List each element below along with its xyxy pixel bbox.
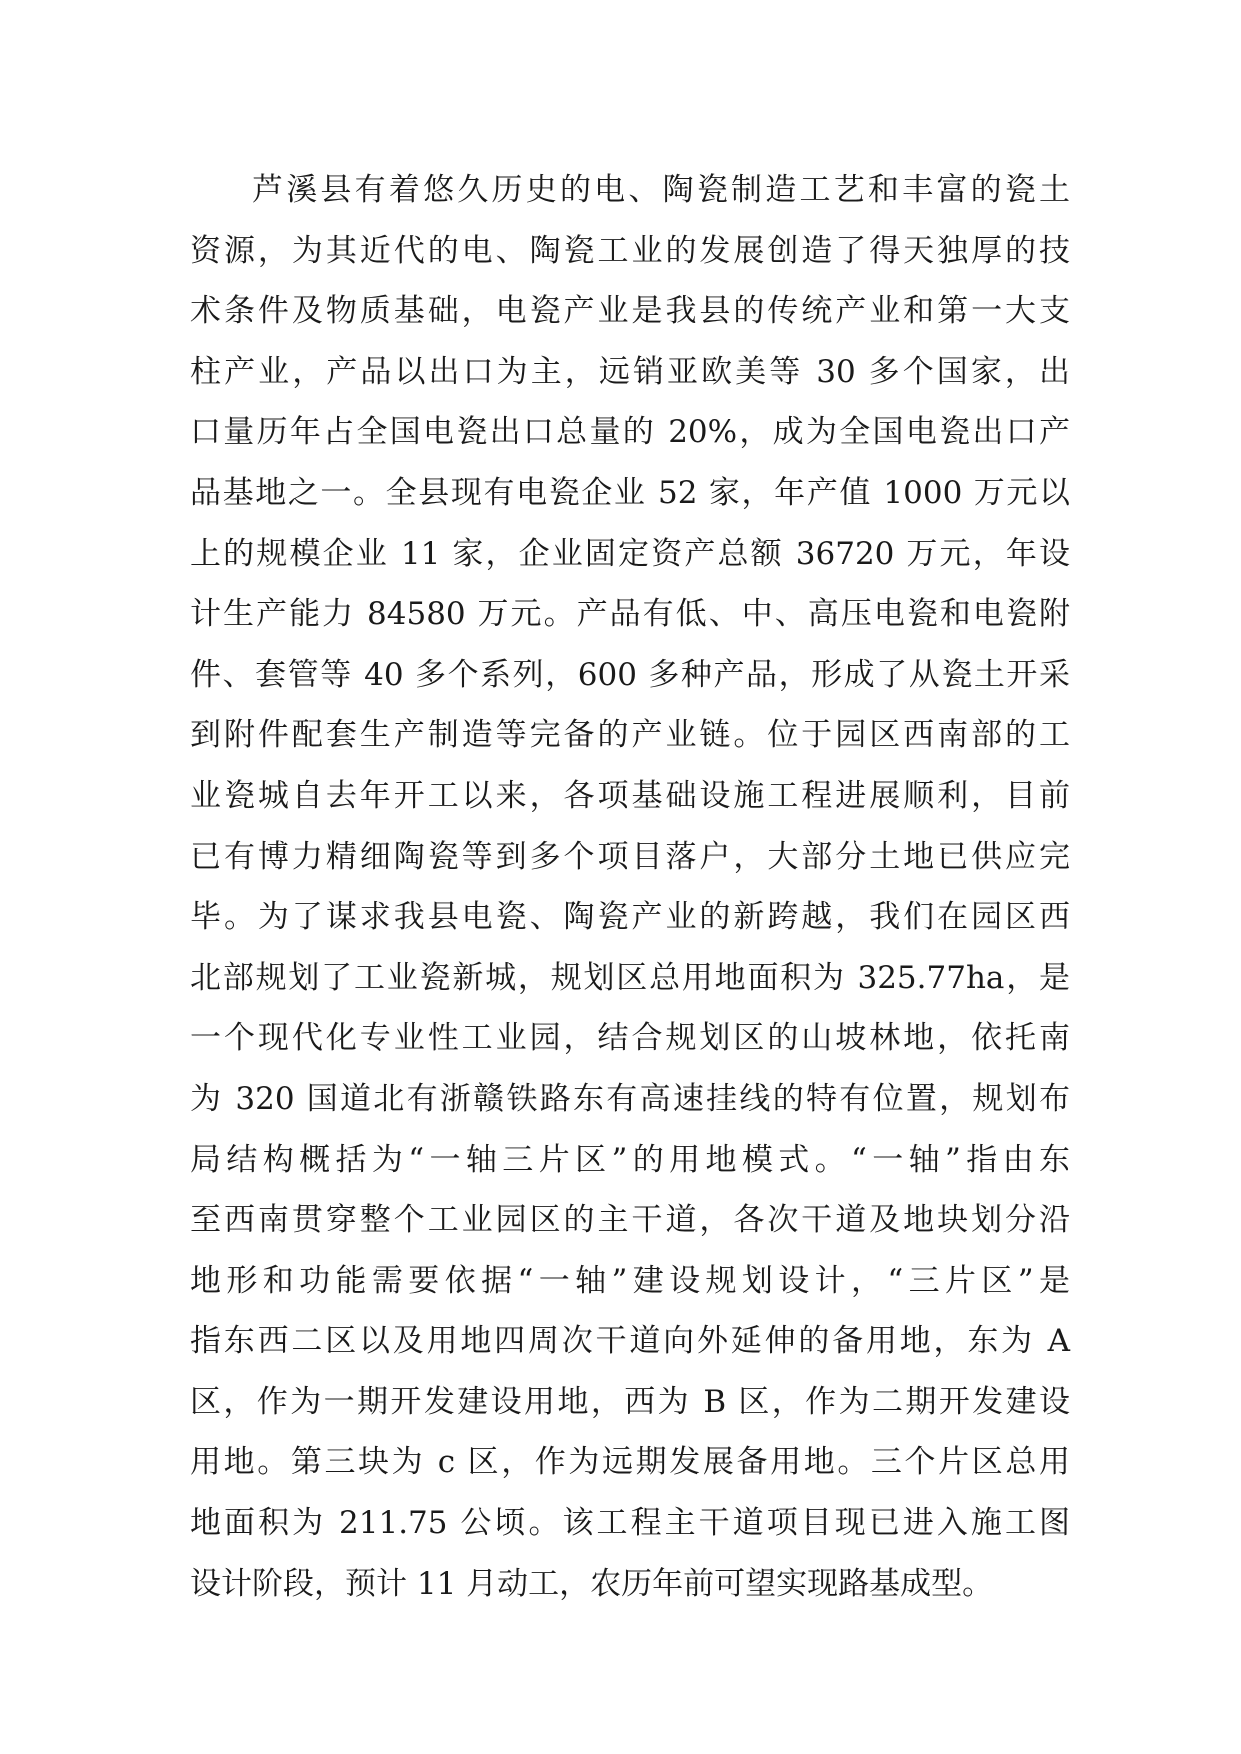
paragraph-line: 局结构概括为“一轴三片区”的用地模式。“一轴”指由东 [190, 1141, 1070, 1178]
paragraph-line: 设计阶段，预计 11 月动工，农历年前可望实现路基成型。 [190, 1565, 994, 1602]
paragraph-line: 术条件及物质基础，电瓷产业是我县的传统产业和第一大支 [190, 293, 1070, 330]
paragraph-line: 芦溪县有着悠久历史的电、陶瓷制造工艺和丰富的瓷土 [252, 172, 1070, 208]
paragraph-line: 至西南贯穿整个工业园区的主干道，各次干道及地块划分沿 [190, 1202, 1070, 1239]
paragraph-line: 品基地之一。全县现有电瓷企业 52 家，年产值 1000 万元以 [190, 474, 1070, 511]
paragraph-line: 用地。第三块为 c 区，作为远期发展备用地。三个片区总用 [190, 1444, 1070, 1481]
paragraph-line: 口量历年占全国电瓷出口总量的 20%，成为全国电瓷出口产 [190, 414, 1070, 451]
paragraph-line: 柱产业，产品以出口为主，远销亚欧美等 30 多个国家，出 [190, 353, 1070, 390]
paragraph-line: 到附件配套生产制造等完备的产业链。位于园区西南部的工 [190, 717, 1070, 754]
paragraph-line: 地面积为 211.75 公顷。该工程主干道项目现已进入施工图 [190, 1505, 1070, 1542]
paragraph-line: 已有博力精细陶瓷等到多个项目落户，大部分土地已供应完 [190, 838, 1070, 875]
paragraph-line: 区，作为一期开发建设用地，西为 B 区，作为二期开发建设 [190, 1383, 1070, 1420]
paragraph-line: 上的规模企业 11 家，企业固定资产总额 36720 万元，年设 [190, 535, 1070, 572]
paragraph-line: 指东西二区以及用地四周次干道向外延伸的备用地，东为 A [190, 1323, 1070, 1360]
paragraph-line: 一个现代化专业性工业园，结合规划区的山坡林地，依托南 [190, 1020, 1070, 1057]
paragraph-line: 计生产能力 84580 万元。产品有低、中、高压电瓷和电瓷附 [190, 596, 1070, 633]
paragraph-line: 地形和功能需要依据“一轴”建设规划设计，“三片区”是 [190, 1262, 1070, 1299]
paragraph-line: 为 320 国道北有浙赣铁路东有高速挂线的特有位置，规划布 [190, 1080, 1070, 1117]
paragraph-line: 北部规划了工业瓷新城，规划区总用地面积为 325.77ha，是 [190, 959, 1070, 996]
paragraph-line: 件、套管等 40 多个系列，600 多种产品，形成了从瓷土开采 [190, 656, 1070, 693]
paragraph-line: 毕。为了谋求我县电瓷、陶瓷产业的新跨越，我们在园区西 [190, 899, 1070, 936]
body-paragraph [190, 160, 1070, 1614]
paragraph-line: 业瓷城自去年开工以来，各项基础设施工程进展顺利，目前 [190, 777, 1070, 814]
paragraph-line: 资源，为其近代的电、陶瓷工业的发展创造了得天独厚的技 [190, 232, 1070, 269]
